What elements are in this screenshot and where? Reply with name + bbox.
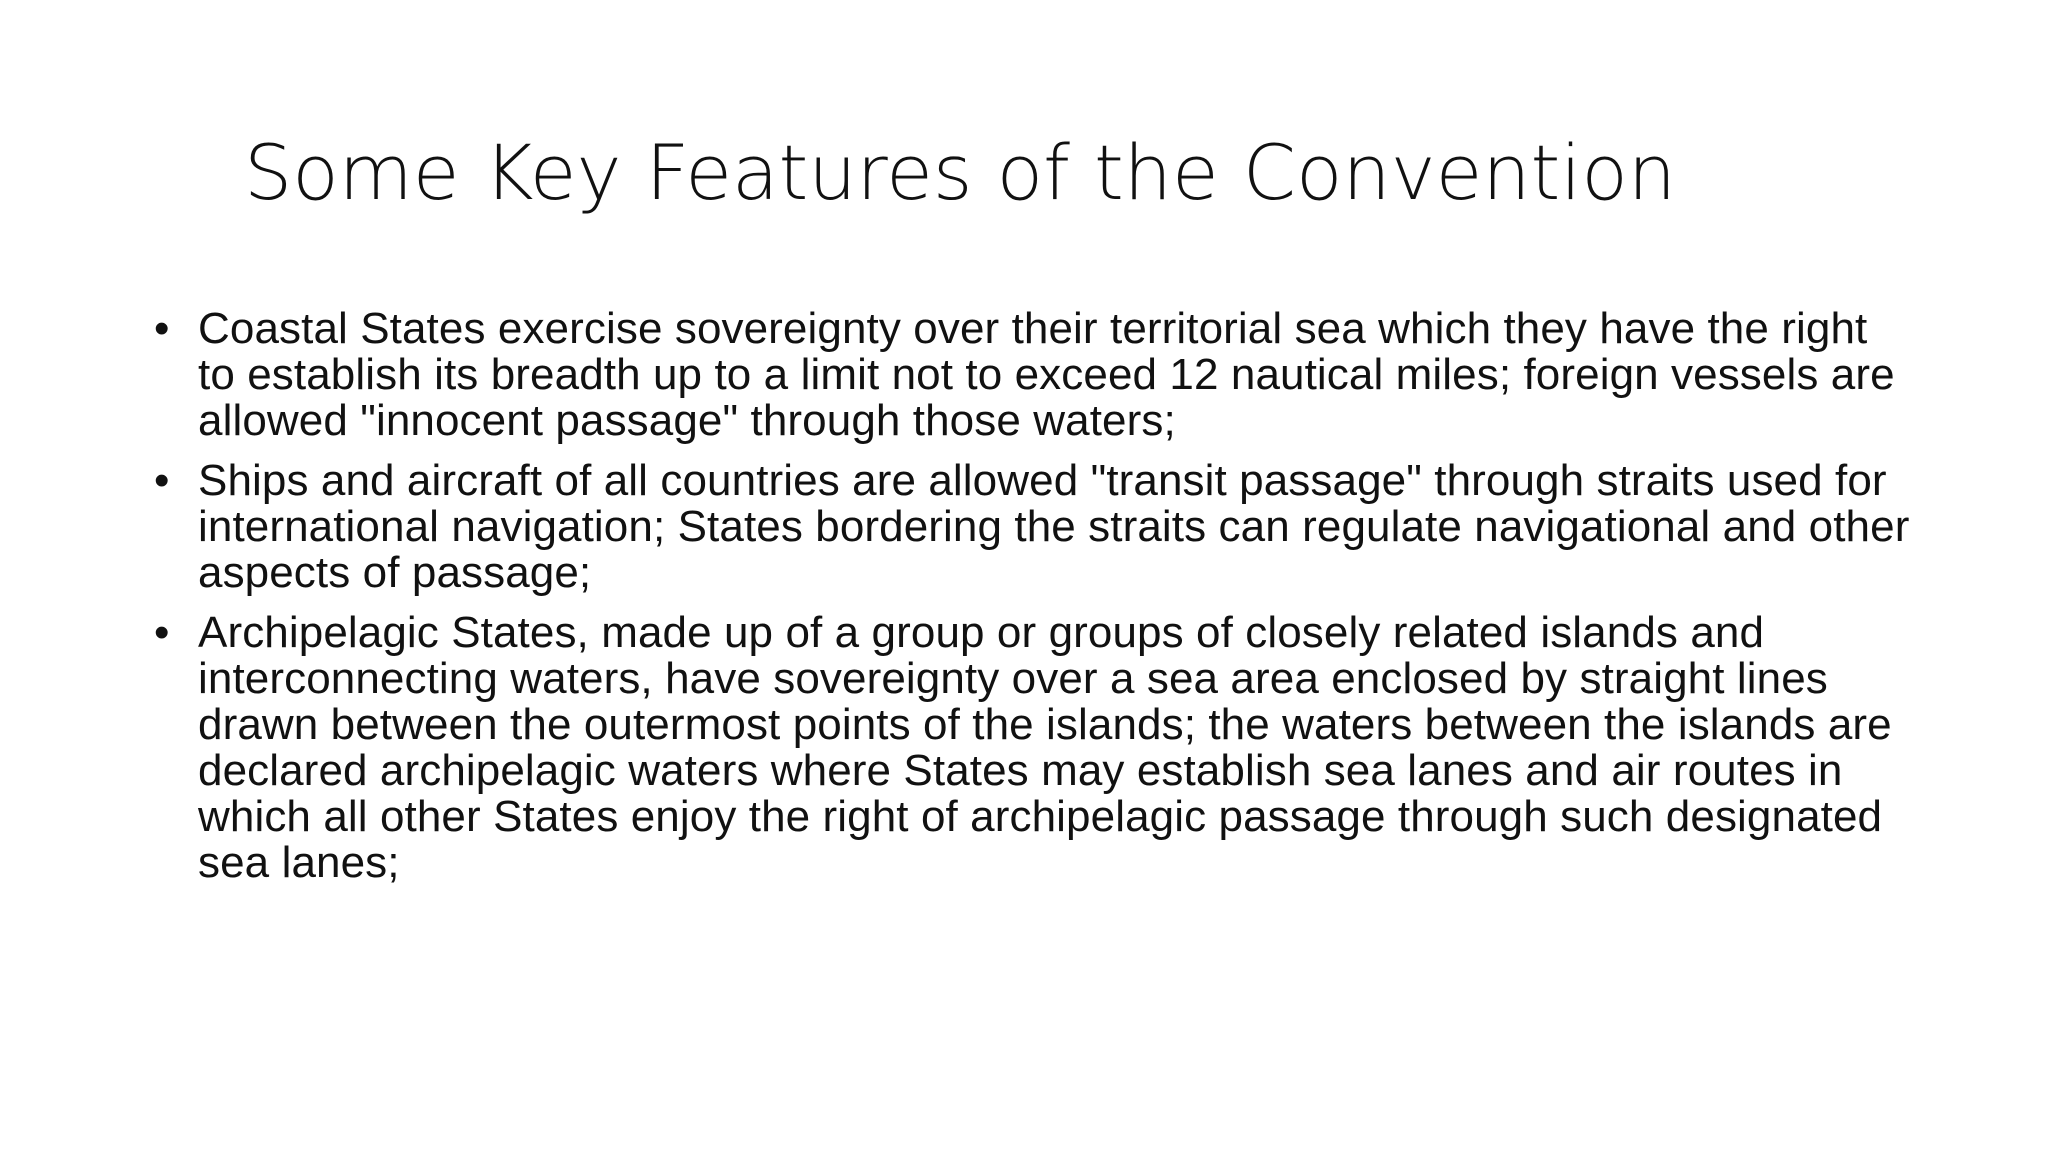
list-item — [154, 306, 1914, 444]
slide-title: Some Key Features of the Convention — [244, 128, 1677, 217]
bullet-text: Ships and aircraft of all countries are allowed "transit passage" through straits used for international navigation; States bordering the straits can regulate navigational and other aspects of passage; — [198, 456, 1910, 597]
bullet-list — [154, 306, 1914, 900]
bullet-text: Coastal States exercise sovereignty over their territorial sea which they have the right to establish its breadth up to a limit not to exceed 12 nautical miles; foreign vessels are allowed "innocent passage" through those waters; — [198, 304, 1895, 445]
bullet-icon: • — [154, 608, 170, 657]
bullet-icon: • — [154, 456, 170, 505]
list-item — [154, 610, 1914, 886]
bullet-icon: • — [154, 304, 170, 353]
list-item — [154, 458, 1914, 596]
bullet-text: Archipelagic States, made up of a group or groups of closely related islands and interconnecting waters, have sovereignty over a sea area enclosed by straight lines drawn between the outermost points of the islands; the waters between the islands are declared archipelagic waters where States may establish sea lanes and air routes in which all other States enjoy the right of archipelagic passage through such designated sea lanes; — [198, 608, 1892, 887]
